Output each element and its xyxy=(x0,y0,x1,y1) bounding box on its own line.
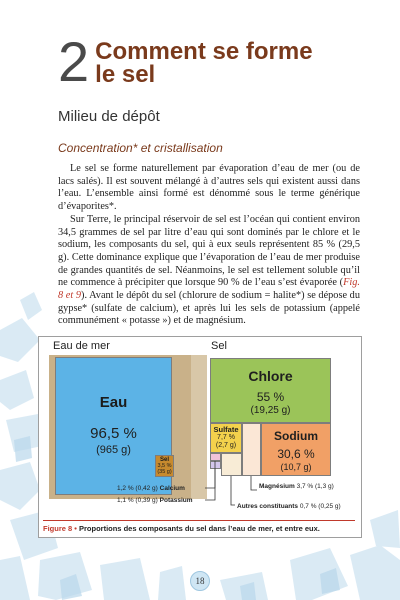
other-constituents-label: Autres constituants xyxy=(237,503,299,510)
figure-caption xyxy=(43,520,355,533)
water-percent: 96,5 % xyxy=(90,425,137,442)
water-label: Eau xyxy=(99,394,128,411)
salt-grams: (35 g) xyxy=(157,469,172,475)
subsection-title: Concentration* et cristallisation xyxy=(58,141,223,155)
header-salt: Sel xyxy=(211,340,227,352)
figure-caption-label: Figure 8 • xyxy=(43,524,77,533)
sulfate-grams: (2,7 g) xyxy=(215,442,237,449)
header-sea-water: Eau de mer xyxy=(53,340,110,352)
water-grams: (965 g) xyxy=(96,444,131,456)
figure-reference-link[interactable]: Fig. 8 et 9 xyxy=(58,277,360,302)
calcium-label: Calcium xyxy=(159,485,185,492)
other-constituents-box xyxy=(221,453,242,476)
salt-box xyxy=(155,455,174,477)
chapter-title-line2: le sel xyxy=(95,61,156,88)
chapter-heading xyxy=(58,30,313,93)
potassium-label: Potassium xyxy=(159,497,193,504)
sulfate-box xyxy=(210,423,242,453)
salt-label: Sel xyxy=(159,457,169,463)
chlorine-label: Chlore xyxy=(248,368,293,384)
figure-8 xyxy=(38,336,362,538)
other-constituents-annotation xyxy=(237,503,341,510)
potassium-value: 1,1 % (0,39 g) xyxy=(117,497,158,504)
potassium-box xyxy=(210,461,221,469)
paragraph-2-part2: ). Avant le dépôt du sel (chlorure de sodium = halite*) se dépose du gypse* (sulfate de calcium), et après lui les sels de potassium (appelé communément « potasse ») et de magnésium. xyxy=(58,290,360,327)
calcium-value: 1,2 % (0,42 g) xyxy=(117,485,158,492)
salt-connector xyxy=(191,355,207,499)
magnesium-value: 3,7 % (1,3 g) xyxy=(296,483,334,490)
sodium-percent: 30,6 % xyxy=(277,447,315,461)
calcium-annotation xyxy=(117,485,185,492)
chlorine-percent: 55 % xyxy=(256,390,285,404)
sulfate-percent: 7,7 % xyxy=(217,434,235,441)
chlorine-box xyxy=(210,358,331,423)
paragraph-2 xyxy=(58,214,360,328)
chapter-title-line1: Comment se forme xyxy=(95,38,313,65)
other-constituents-value: 0,7 % (0,25 g) xyxy=(299,503,341,510)
salt-percent: 3,5 % xyxy=(157,463,172,469)
page-number: 18 xyxy=(190,571,210,591)
sodium-label: Sodium xyxy=(274,429,318,443)
body-text xyxy=(58,163,360,328)
calcium-box xyxy=(210,453,221,461)
magnesium-box xyxy=(242,423,261,476)
paragraph-2-part1: Sur Terre, le principal réservoir de sel est l’océan qui contient environ 34,5 grammes de sel par litre d’eau qui sont dominés par le chlore et le sodium, les composants du sel, qui à eux seuls représentent 85 % (29,5 g). Cette dominance explique que l’évaporation de l’eau de mer produise de grandes quantités de sel. Néanmoins, le sel est tellement soluble qu’il ne commence à précipiter que lorsque 90 % de l’eau s’est évaporée ( xyxy=(58,213,360,289)
sodium-grams: (10,7 g) xyxy=(280,462,312,472)
chlorine-grams: (19,25 g) xyxy=(250,405,291,416)
magnesium-label: Magnésium xyxy=(259,483,295,490)
magnesium-annotation xyxy=(259,483,334,490)
sodium-box xyxy=(261,423,331,476)
potassium-annotation xyxy=(117,497,193,504)
paragraph-1: Le sel se forme naturellement par évaporation d’eau de mer (ou de lacs salés). Il est souvent mélangé à d’autres sels qui existent aussi dans l’eau. L’ensemble ainsi formé est dénommé sous le terme générique d’évaporites*. xyxy=(58,163,360,213)
chapter-number: 2 xyxy=(58,30,90,93)
figure-caption-text: Proportions des composants du sel dans l’eau de mer, et entre eux. xyxy=(78,524,320,533)
chapter-title xyxy=(95,40,312,86)
sulfate-label: Sulfate xyxy=(213,425,239,434)
section-title: Milieu de dépôt xyxy=(58,108,160,125)
